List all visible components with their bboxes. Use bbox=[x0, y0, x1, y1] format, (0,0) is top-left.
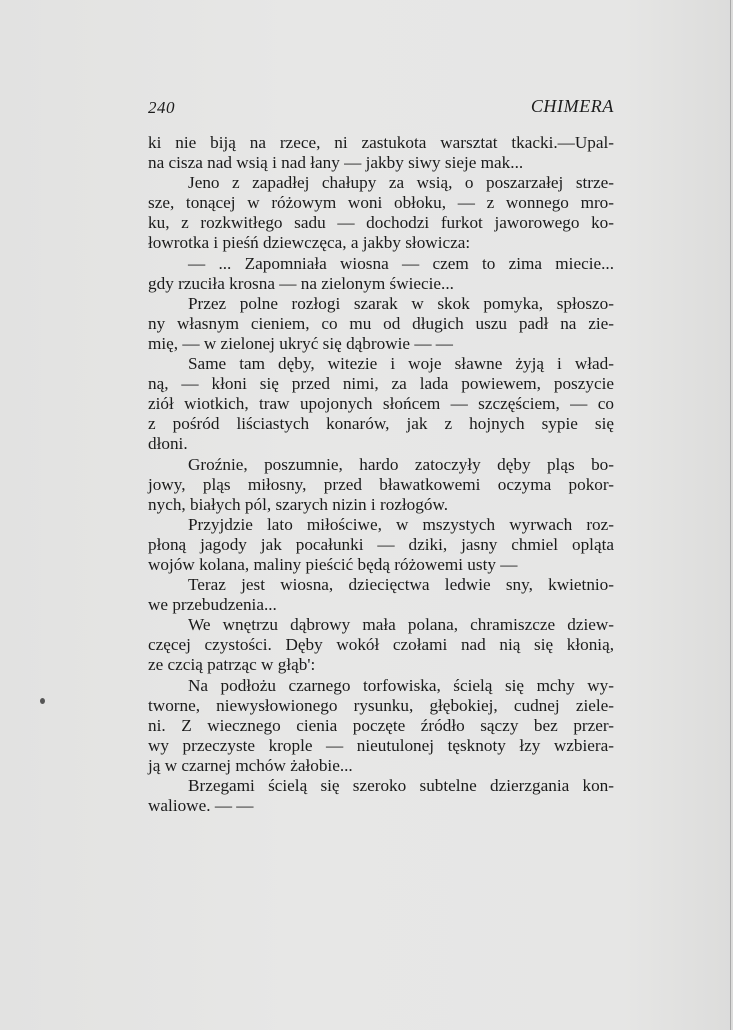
page-number: 240 bbox=[148, 98, 175, 117]
text-line: Teraz jest wiosna, dziecięctwa ledwie sny, kwietnio- bbox=[188, 575, 614, 595]
text-line: z pośród liściastych konarów, jak z hojnych sypie się bbox=[148, 414, 614, 434]
text-line: płoną jagody jak pocałunki — dziki, jasny chmiel opląta bbox=[148, 534, 614, 554]
text-line: częcej czystości. Dęby wokół czołami nad nią się kłonią, bbox=[148, 635, 614, 655]
text-line: ją w czarnej mchów żałobie... bbox=[148, 755, 353, 775]
page-edge bbox=[730, 0, 731, 1030]
text-line: Na podłożu czarnego torfowiska, ścielą się mchy wy- bbox=[188, 675, 614, 695]
text-line: Groźnie, poszumnie, hardo zatoczyły dęby pląs bo- bbox=[188, 454, 614, 474]
text-line: na cisza nad wsią i nad łany — jakby siwy sieje mak... bbox=[148, 153, 524, 173]
text-line: ziół wiotkich, traw upojonych słońcem — szczęściem, — co bbox=[148, 394, 614, 414]
text-line: We wnętrzu dąbrowy mała polana, chramiszcze dziew- bbox=[188, 615, 614, 635]
text-line: Brzegami ścielą się szeroko subtelne dzierzgania kon- bbox=[188, 776, 614, 795]
page-header bbox=[148, 96, 614, 120]
text-line: dłoni. bbox=[148, 434, 188, 454]
text-line: ny własnym cieniem, co mu od długich uszu padł na zie- bbox=[148, 313, 614, 333]
text-line: mię, — w zielonej ukryć się dąbrowie — — bbox=[148, 333, 453, 353]
text-line: Przyjdzie lato miłościwe, w mszystych wyrwach roz- bbox=[188, 514, 614, 534]
text-line: — ... Zapomniała wiosna — czem to zima miecie... bbox=[188, 253, 614, 273]
text-line: Przez polne rozłogi szarak w skok pomyka, spłoszo- bbox=[188, 293, 614, 313]
text-line: ną, — kłoni się przed nimi, za lada powiewem, poszycie bbox=[148, 374, 614, 394]
text-line: gdy rzuciła krosna — na zielonym świecie... bbox=[148, 273, 454, 293]
body-text bbox=[148, 133, 614, 816]
text-line: waliowe. — — bbox=[148, 796, 254, 816]
text-line: Same tam dęby, witezie i woje sławne żyją i wład- bbox=[188, 354, 614, 374]
text-line: nych, białych pól, szarych nizin i rozłogów. bbox=[148, 494, 449, 514]
text-line: ze czcią patrząc w głąb': bbox=[148, 655, 316, 675]
text-line: Jeno z zapadłej chałupy za wsią, o poszarzałej strze- bbox=[188, 173, 614, 193]
ink-speck bbox=[40, 698, 45, 704]
text-line: jowy, pląs miłosny, przed bławatkowemi oczyma pokor- bbox=[148, 474, 614, 494]
text-line: sze, tonącej w różowym woni obłoku, — z wonnego mro- bbox=[148, 193, 614, 213]
text-line: wojów kolana, maliny pieścić będą różowemi usty — bbox=[148, 554, 518, 574]
text-line: ki nie biją na rzece, ni zastukota warsztat tkacki.—Upal- bbox=[148, 133, 614, 152]
text-line: wy przeczyste krople — nieutulonej tęsknoty łzy wzbiera- bbox=[148, 735, 614, 755]
text-line: łowrotka i pieśń dziewczęca, a jakby słowicza: bbox=[148, 233, 471, 253]
text-line: we przebudzenia... bbox=[148, 595, 277, 615]
text-line: ku, z rozkwitłego sadu — dochodzi furkot jaworowego ko- bbox=[148, 213, 614, 233]
text-line: tworne, niewysłowionego rysunku, głębokiej, cudnej ziele- bbox=[148, 695, 614, 715]
text-line: ni. Z wiecznego cienia poczęte źródło sączy bez przer- bbox=[148, 715, 614, 735]
running-title: CHIMERA bbox=[530, 96, 614, 116]
